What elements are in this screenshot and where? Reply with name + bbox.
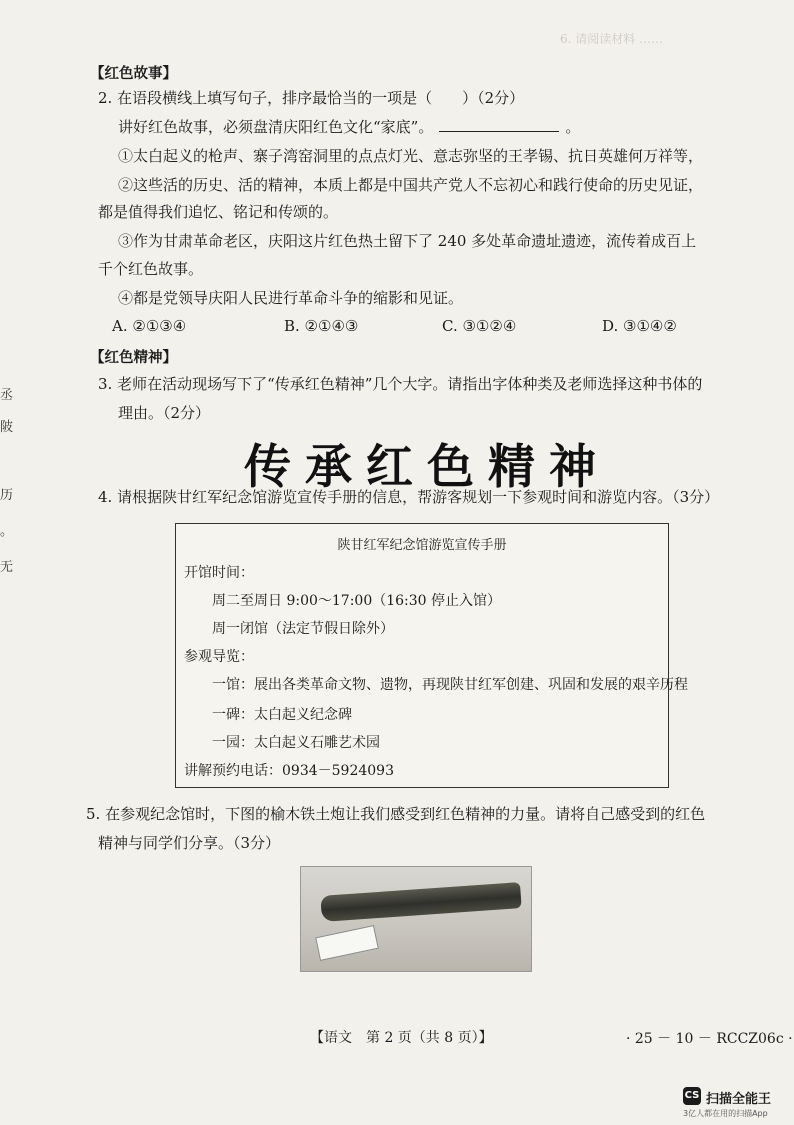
booking-phone: 讲解预约电话：0934－5924093 [184, 763, 394, 779]
question-3-stem-1: 3. 老师在活动现场写下了“传承红色精神”几个大字。请指出字体种类及老师选择这种书体的 [98, 375, 703, 393]
calligraphy-banner: 传承红色精神 [244, 440, 610, 495]
guide-monument: 一碑：太白起义纪念碑 [212, 707, 352, 723]
question-5-stem-2: 精神与同学们分享。（3分） [98, 834, 281, 852]
answer-blank[interactable] [439, 117, 559, 132]
page-footer: 【语文 第 2 页（共 8 页）】 [310, 1030, 493, 1046]
sentence-2a: ②这些活的历史、活的精神，本质上都是中国共产党人不忘初心和践行使命的历史见证， [118, 176, 704, 194]
sentence-2b: 都是值得我们追忆、铭记和传颂的。 [98, 203, 339, 221]
sentence-1: ①太白起义的枪声、寨子湾窑洞里的点点灯光、意志弥坚的王孝锡、抗日英雄何万祥等， [118, 147, 704, 165]
sentence-4: ④都是党领导庆阳人民进行革命斗争的缩影和见证。 [118, 289, 464, 307]
edge-fragment: 历 [0, 488, 14, 503]
hours-label: 开馆时间： [184, 565, 254, 581]
option-b[interactable]: B. ②①④③ [284, 317, 359, 335]
sentence-3a: ③作为甘肃革命老区，庆阳这片红色热土留下了 240 多处革命遗址遗迹，流传着成百上 [118, 232, 697, 250]
scanner-title: 扫描全能王 [706, 1092, 772, 1107]
question-2-stem: 2. 在语段横线上填写句子，排序最恰当的一项是（ ）（2分） [98, 89, 525, 107]
brochure-box [175, 523, 688, 788]
edge-fragment: 无 [0, 560, 14, 575]
scanner-logo-icon: CS [683, 1087, 701, 1105]
option-d[interactable]: D. ③①④② [602, 317, 677, 335]
guide-garden: 一园：太白起义石雕艺术园 [212, 735, 380, 751]
hours-monday: 周一闭馆（法定节假日除外） [212, 621, 394, 637]
option-a[interactable]: A. ②①③④ [112, 317, 187, 335]
exhibit-plate [315, 925, 379, 961]
hours-weekday: 周二至周日 9:00～17:00（16:30 停止入馆） [212, 593, 502, 609]
cannon-photo [300, 866, 532, 972]
cannon-image [320, 882, 521, 922]
question-2-lead: 讲好红色故事，必须盘清庆阳红色文化“家底”。 。 [118, 118, 581, 136]
brochure-title: 陕甘红军纪念馆游览宣传手册 [337, 538, 507, 553]
question-3-stem-2: 理由。（2分） [118, 404, 211, 422]
edge-fragment: 。 [0, 524, 14, 539]
paper-code: · 25 － 10 － RCCZ06c · [626, 1031, 793, 1047]
edge-fragment: 陂 [0, 420, 14, 435]
sentence-3b: 千个红色故事。 [98, 260, 204, 278]
section-heading-spirit: 【红色精神】 [90, 349, 177, 366]
edge-fragment: 丞 [0, 388, 14, 403]
section-heading-story: 【红色故事】 [90, 65, 177, 82]
bleed-through-text: 6. 请阅读材料 …… [560, 32, 664, 46]
question-4-stem: 4. 请根据陕甘红军纪念馆游览宣传手册的信息，帮游客规划一下参观时间和游览内容。（3分） [98, 488, 720, 506]
scanner-subtitle: 3亿人都在用的扫描App [683, 1109, 768, 1118]
option-c[interactable]: C. ③①②④ [442, 317, 517, 335]
lead-sentence: 讲好红色故事，必须盘清庆阳红色文化“家底”。 [118, 118, 434, 136]
guide-label: 参观导览： [184, 649, 254, 665]
question-5-stem-1: 5. 在参观纪念馆时，下图的榆木铁土炮让我们感受到红色精神的力量。请将自己感受到的红色 [86, 805, 706, 823]
guide-hall: 一馆：展出各类革命文物、遗物，再现陕甘红军创建、巩固和发展的艰辛历程 [212, 677, 688, 693]
